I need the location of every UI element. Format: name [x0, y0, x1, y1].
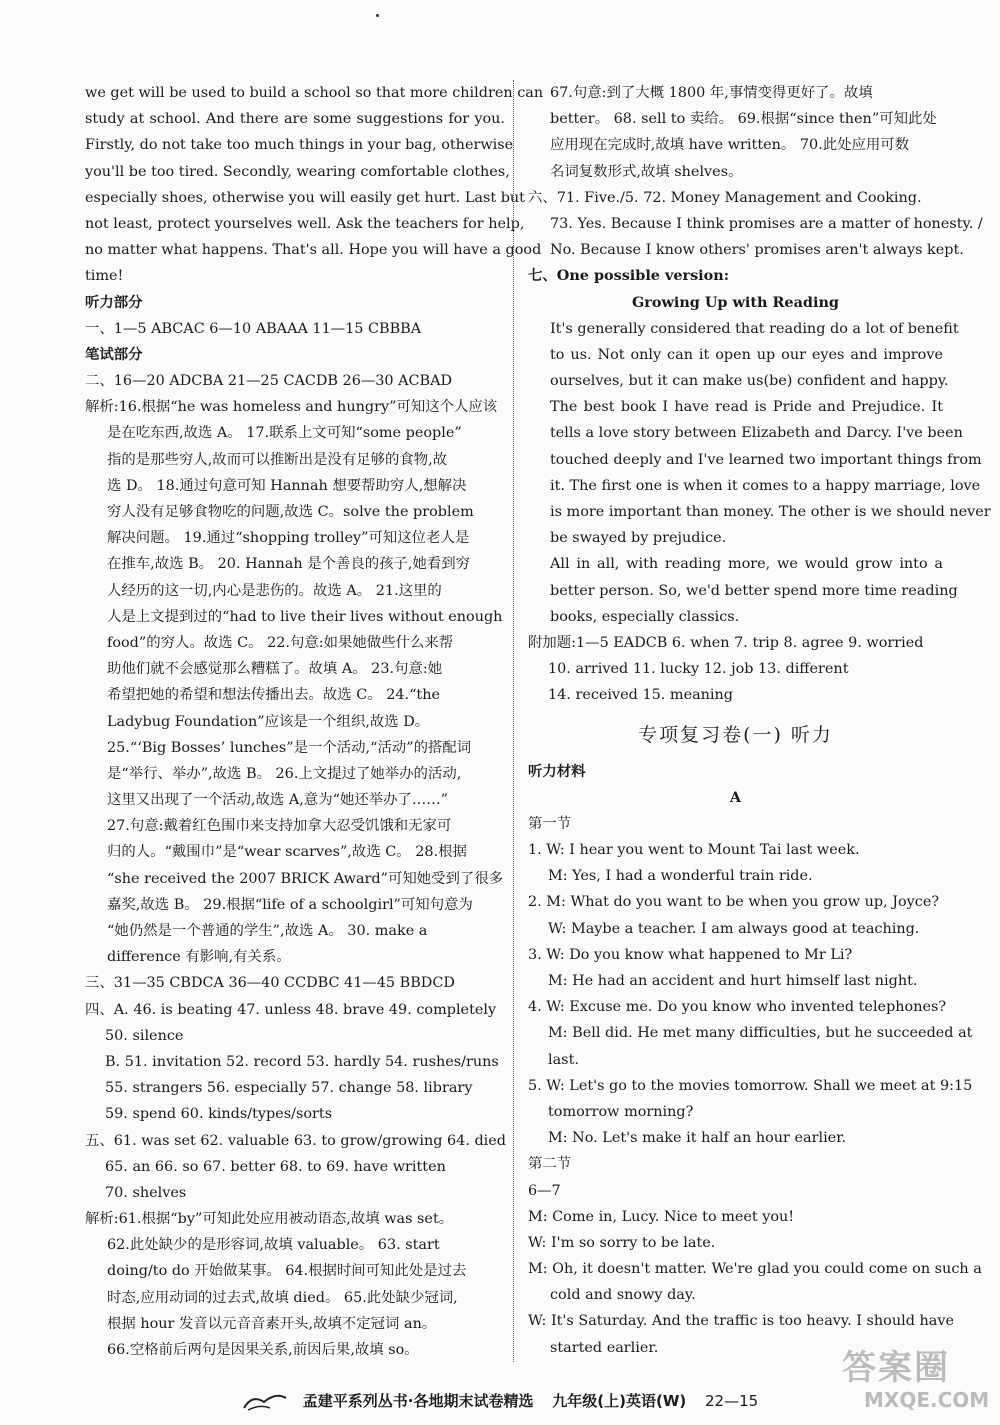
- text-line: 七、One possible version:: [528, 267, 730, 285]
- dialogue-line: M: Bell did. He met many difficulties, but he succeeded at: [548, 1025, 973, 1042]
- dialogue-line: W: I'm so sorry to be late.: [528, 1234, 716, 1251]
- text-line: 解析:61.根据“by”可知此处应用被动语态,故填 was set。: [85, 1211, 454, 1228]
- dialogue-line: 第一节: [528, 815, 572, 832]
- text-line: 三、31—35 CBDCA 36—40 CCDBC 41—45 BBDCD: [85, 975, 455, 992]
- essay-line: to us. Not only can it open up our eyes and improve: [550, 346, 943, 363]
- dialogue-line: tomorrow morning?: [548, 1103, 694, 1120]
- dialogue-line: 5. W: Let's go to the movies tomorrow. Shall we meet at 9:15: [528, 1077, 973, 1094]
- dialogue-line: 听力材料: [528, 762, 586, 780]
- text-line: 时态,应用动词的过去式,故填 died。 65.此处缺少冠词,: [107, 1289, 458, 1306]
- text-line: “she received the 2007 BRICK Award”可知她受到了很多: [107, 870, 504, 887]
- text-line: 解析:16.根据“he was homeless and hungry”可知这个人应该: [85, 399, 498, 416]
- text-line: 六、71. Five./5. 72. Money Management and Cooking.: [528, 189, 922, 206]
- text-line: 应用现在完成时,故填 have written。 70.此处应用可数: [550, 137, 910, 154]
- text-line: difference 有影响,有关系。: [107, 949, 291, 966]
- page-footer: [240, 1387, 760, 1415]
- text-line: 四、A. 46. is beating 47. unless 48. brave 49. completely: [85, 1001, 497, 1018]
- essay-line: The best book I have read is Pride and Prejudice. It: [550, 399, 943, 416]
- text-line: Firstly, do not take too much things in your bag, otherwise: [85, 137, 514, 154]
- text-line: especially shoes, otherwise you will easily get hurt. Last but: [85, 189, 525, 206]
- dialogue-line: M: He had an accident and hurt himself last night.: [548, 973, 918, 989]
- text-line: 这里又出现了一个活动,故选 A,意为“她还举办了……”: [107, 792, 449, 809]
- dialogue-line: M: Come in, Lucy. Nice to meet you!: [528, 1208, 795, 1225]
- text-line: 名词复数形式,故填 shelves。: [550, 163, 743, 180]
- dialogue-line: last.: [548, 1051, 579, 1068]
- essay-line: be swayed by prejudice.: [550, 530, 727, 547]
- text-line: B. 51. invitation 52. record 53. hardly 54. rushes/runs: [105, 1053, 499, 1070]
- text-line: 70. shelves: [105, 1184, 187, 1201]
- answer-line: 10. arrived 11. lucky 12. job 13. different: [548, 661, 849, 678]
- text-line: “她仍然是一个普通的学生”,故选 A。 30. make a: [107, 923, 428, 939]
- text-line: no matter what happens. That's all. Hope you will have a good: [85, 242, 542, 259]
- text-line: 65. an 66. so 67. better 68. to 69. have written: [105, 1158, 446, 1175]
- text-line: 人经历的这一切,内心是悲伤的。故选 A。 21.这里的: [107, 582, 442, 599]
- text-line: Ladybug Foundation”应该是一个组织,故选 D。: [107, 713, 430, 730]
- footer-grade: 九年级(上)英语(W): [552, 1392, 687, 1410]
- text-line: study at school. And there are some suggestions for you.: [85, 111, 505, 128]
- essay-body: [528, 316, 991, 630]
- text-line: 选 D。 18.通过句意可知 Hannah 想要帮助穷人,想解决: [107, 477, 467, 494]
- dialogue-line: W: It's Saturday. And the traffic is too heavy. I should have: [528, 1313, 954, 1330]
- text-line: 穷人没有足够食物吃的问题,故选 C。solve the problem: [107, 504, 474, 520]
- dialogue-line: 3. W: Do you know what happened to Mr Li?: [528, 946, 853, 963]
- text-line: No. Because I know others' promises aren't always kept.: [550, 242, 964, 259]
- footer-series: 孟建平系列丛书·各地期末试卷精选: [302, 1392, 534, 1410]
- dialogue-line: 2. M: What do you want to be when you grow up, Joyce?: [528, 894, 940, 911]
- text-line: food”的穷人。故选 C。 22.句意:如果她做些什么来帮: [107, 634, 454, 651]
- text-line: doing/to do 开始做某事。 64.根据时间可知此处是过去: [107, 1263, 467, 1280]
- dialogue-line: M: Oh, it doesn't matter. We're glad you could come on such a: [528, 1261, 982, 1278]
- text-line: 在推车,故选 B。 20. Hannah 是个善良的孩子,她看到穷: [107, 556, 471, 573]
- dialogue-line: A: [729, 788, 742, 806]
- essay-line: tells a love story between Elizabeth and Darcy. I've been: [550, 425, 963, 442]
- dialogue-line: started earlier.: [550, 1339, 659, 1356]
- essay-line: better person. So, we'd better spend more time reading: [550, 582, 958, 599]
- dialogue-line: 6—7: [528, 1182, 561, 1199]
- book-series-logo-icon: [240, 1390, 290, 1414]
- watermark-top: 答案圈: [842, 1348, 950, 1388]
- text-line: 73. Yes. Because I think promises are a matter of honesty. /: [550, 215, 983, 232]
- text-line: 笔试部分: [85, 345, 143, 363]
- text-line: 指的是那些穷人,故而可以推断出是没有足够的食物,故: [107, 451, 448, 468]
- page-dot: [376, 14, 379, 17]
- answer-key-continued: [528, 80, 983, 290]
- text-line: 59. spend 60. kinds/types/sorts: [105, 1106, 333, 1123]
- text-line: 听力部分: [85, 293, 143, 311]
- text-line: not least, protect yourselves well. Ask the teachers for help,: [85, 215, 525, 232]
- text-line: 27.句意:戴着红色围巾来支持加拿大忍受饥饿和无家可: [107, 818, 452, 835]
- text-line: 人是上文提到过的“had to live their lives without enough: [107, 608, 503, 625]
- essay-line: All in all, with reading more, we would grow into a: [550, 556, 943, 573]
- text-line: 66.空格前后两句是因果关系,前因后果,故填 so。: [107, 1342, 419, 1358]
- essay-line: touched deeply and I've learned two important things from: [550, 451, 982, 468]
- text-line: 25.“‘Big Bosses’ lunches”是一个活动,“活动”的搭配词: [107, 739, 472, 756]
- text-line: 55. strangers 56. especially 57. change 58. library: [105, 1080, 473, 1097]
- text-line: better。 68. sell to 卖给。 69.根据“since then”可知此处: [550, 111, 937, 128]
- text-line: 是在吃东西,故选 A。 17.联系上文可知“some people”: [107, 425, 462, 442]
- text-line: 50. silence: [105, 1027, 184, 1044]
- column-divider: [513, 80, 514, 1362]
- dialogue-line: 4. W: Excuse me. Do you know who invented telephones?: [528, 999, 947, 1016]
- essay-line: books, especially classics.: [550, 608, 740, 625]
- dialogue-line: M: No. Let's make it half an hour earlier.: [548, 1130, 847, 1147]
- section-title: 专项复习卷(一) 听力: [638, 723, 833, 746]
- left-column: [85, 80, 544, 1363]
- text-line: 嘉奖,故选 B。 29.根据“life of a schoolgirl”可知句意为: [107, 896, 473, 913]
- essay-line: it. The first one is when it comes to a happy marriage, love: [550, 477, 981, 494]
- text-line: you'll be too tired. Secondly, wearing comfortable clothes,: [85, 163, 510, 180]
- dialogue-line: M: Yes, I had a wonderful train ride.: [548, 868, 813, 885]
- essay-line: It's generally considered that reading do a lot of benefit: [550, 320, 959, 337]
- text-line: 希望把她的希望和想法传播出去。故选 C。 24.“the: [107, 687, 441, 704]
- watermark-bottom: MXQE.COM: [864, 1388, 990, 1412]
- answer-line: 14. received 15. meaning: [548, 687, 734, 704]
- text-line: 根据 hour 发音以元音音素开头,故填不定冠词 an。: [107, 1315, 437, 1332]
- text-line: 五、61. was set 62. valuable 63. to grow/growing 64. died: [85, 1132, 507, 1149]
- text-line: time!: [85, 268, 124, 285]
- text-line: 一、1—5 ABCAC 6—10 ABAAA 11—15 CBBBA: [85, 320, 422, 337]
- right-column: [528, 80, 991, 1361]
- text-line: 解决问题。 19.通过“shopping trolley”可知这位老人是: [107, 530, 470, 547]
- footer-page-number: 22—15: [705, 1392, 759, 1410]
- dialogue-line: cold and snowy day.: [550, 1287, 696, 1304]
- answer-line: 附加题:1—5 EADCB 6. when 7. trip 8. agree 9. worried: [528, 634, 924, 651]
- bonus-answers: [528, 630, 943, 709]
- dialogue-line: 1. W: I hear you went to Mount Tai last week.: [528, 842, 860, 859]
- dialogue-line: W: Maybe a teacher. I am always good at teaching.: [548, 920, 920, 937]
- essay-title: Growing Up with Reading: [632, 293, 839, 311]
- text-line: 62.此处缺少的是形容词,故填 valuable。 63. start: [107, 1237, 440, 1254]
- text-line: 归的人。“戴围巾”是“wear scarves”,故选 C。 28.根据: [107, 844, 467, 861]
- essay-line: is more important than money. The other is we should never: [550, 504, 991, 520]
- text-line: 助他们就不会感觉那么糟糕了。故填 A。 23.句意:她: [107, 661, 443, 678]
- listening-material: [528, 759, 982, 1361]
- text-line: we get will be used to build a school so that more children can: [85, 85, 544, 101]
- text-line: 是“举行、举办”,故选 B。 26.上文提过了她举办的活动,: [107, 765, 462, 782]
- text-line: 二、16—20 ADCBA 21—25 CACDB 26—30 ACBAD: [85, 373, 453, 390]
- text-line: 67.句意:到了大概 1800 年,事情变得更好了。故填: [550, 85, 873, 101]
- dialogue-line: 第二节: [528, 1156, 572, 1173]
- watermark: [842, 1348, 997, 1418]
- essay-line: ourselves, but it can make us(be) confident and happy.: [550, 373, 949, 390]
